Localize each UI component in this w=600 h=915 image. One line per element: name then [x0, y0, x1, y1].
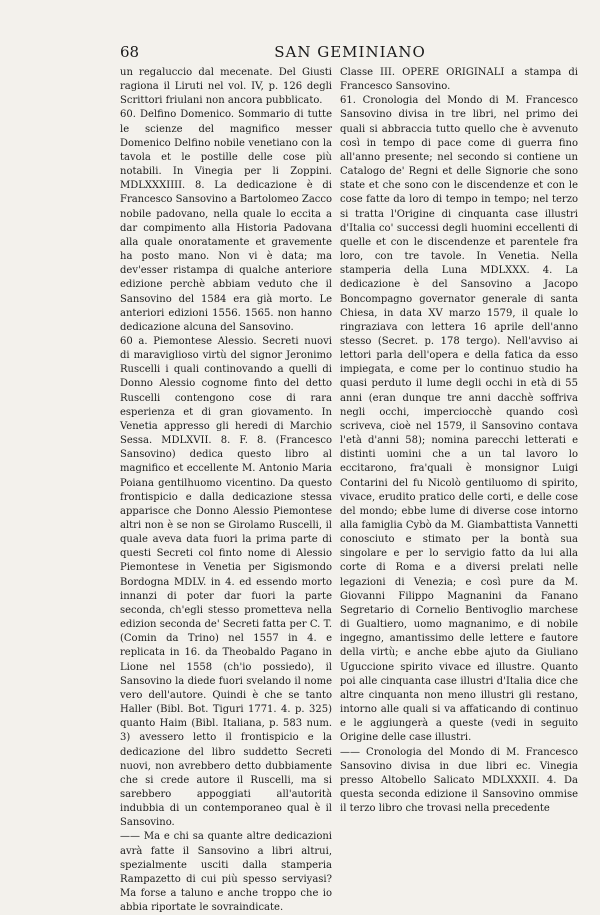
entry-60: 60. Delfino Domenico. Sommario di tutte le scienze del magnifico messer Domenico Delfino nobile venetiano con la tavola et le postille delle cose più notabili. In Vinegia per li Zoppini. MDLXXXIIII. 8. La dedicazione è di Francesco Sansovino a Bartolomeo Zacco nobile padovano, nella quale lo eccita a dar compimento alla Historia Padovana alla quale onoratamente et gravemente ha posto mano. Non vi è data; ma dev'esser ristampa di qualche anteriore edizione perchè abbiam veduto che il Sansovino del 1584 era già morto. Le anteriori edizioni 1556. 1565. non hanno dedicazione alcuna del Sansovino.: [120, 109, 332, 333]
class-heading: Classe III. OPERE ORIGINALI a stampa di Francesco Sansovino.: [340, 67, 578, 93]
right-column: [340, 66, 578, 816]
entry-note: —— Ma e chi sa quante altre dedicazioni avrà fatte il Sansovino a libri altrui, spezialmente usciti dalla stamperia Rampazetto di cui più spesso serviyasi? Ma forse a taluno e anche troppo che io abbia riportate le sovraindicate.: [120, 831, 332, 914]
entry-61-second-edition: —— Cronologia del Mondo di M. Francesco Sansovino divisa in due libri ec. Vinegia presso Altobello Salicato MDLXXXII. 4. Da questa seconda edizione il Sansovino ommise il terzo libro che trovasi nella precedente: [340, 746, 578, 815]
page-number: 68: [120, 43, 140, 61]
entry-continuation: un regaluccio dal mecenate. Del Giusti ragiona il Liruti nel vol. IV, p. 126 degli Scrittori friulani non ancora pubblicato.: [120, 67, 332, 107]
page-header: [120, 43, 580, 63]
left-column: [120, 66, 332, 915]
running-title: SAN GEMINIANO: [274, 43, 426, 61]
entry-61: 61. Cronologia del Mondo di M. Francesco Sansovino divisa in tre libri, nel primo dei quali si abbraccia tutto quello che è avvenuto così in tempo di pace come di guerra fino all'anno presente; nel secondo si contiene un Catalogo de' Regni et delle Signorie che sono state et che sono con le discendenze et con le cose fatte da loro di tempo in tempo; nel terzo si tratta l'Origine di cinquanta case illustri d'Italia co' successi degli huomini eccellenti di quelle et con le discendenze et parentele fra loro, con tre tavole. In Venetia. Nella stamperia della Luna MDLXXX. 4. La dedicazione è del Sansovino a Jacopo Boncompagno governator generale di santa Chiesa, in data XV marzo 1579, il quale lo ringraziava con lettera 16 aprile dell'anno stesso (Secret. p. 178 tergo). Nell'avviso ai lettori parla dell'opera e della fatica da esso impiegata, e come per lo continuo studio ha quasi perduto il lume degli occhi in età di 55 anni (eran dunque tre anni dacchè soffriva negli occhi, imperciocchè quando così scriveva, cioè nel 1579, il Sansovino contava l'età d'anni 58); nomina parecchi letterati e distinti uomini che a un tal lavoro lo eccitarono, fra'quali è monsignor Luigi Contarini del fu Nicolò gentiluomo di spirito, vivace, erudito pratico delle corti, e delle cose del mondo; ebbe lume di diverse cose intorno alla famiglia Cybò da M. Giambattista Vannetti conosciuto e stimato per la bontà sua singolare e per lo servigio fatto da lui alla corte di Roma e a diversi prelati nelle legazioni di Venezia; e così pure da M. Giovanni Filippo Magnanini da Fanano Segretario di Cornelio Bentivoglio marchese di Gualtiero, uomo magnanimo, e di nobile ingegno, amantissimo delle lettere e fautore della virtù; e anche ebbe ajuto da Giuliano Uguccione spirito vivace ed illustre. Quanto poi alle cinquanta case illustri d'Italia dice che altre cinquanta non meno illustri gli restano, intorno alle quali si va affaticando di continuo e le aggiungerà a queste (vedi in seguito Origine delle case illustri.: [340, 95, 578, 744]
entry-60a: 60 a. Piemontese Alessio. Secreti nuovi di maraviglioso virtù del signor Jeronimo Ruscelli i quali continovando a quelli di Donno Alessio cognome finto del detto Ruscelli contengono cose di rara esperienza et di gran giovamento. In Venetia appresso gli heredi di Marchio Sessa. MDLXVII. 8. F. 8. (Francesco Sansovino) dedica questo libro al magnifico et eccellente M. Antonio Maria Poiana gentilhuomo vicentino. Da questo frontispicio e dalla dedicazione stessa apparisce che Donno Alessio Piemontese altri non è se non se Girolamo Ruscelli, il quale aveva data fuori la prima parte di questi Secreti col finto nome di Alessio Piemontese in Venetia per Sigismondo Bordogna MDLV. in 4. ed essendo morto innanzi di poter dar fuori la parte seconda, ch'egli stesso prometteva nella edizion seconda de' Secreti fatta per C. T. (Comin da Trino) nel 1557 in 4. e replicata in 16. da Theobaldo Pagano in Lione nel 1558 (ch'io possiedo), il Sansovino la diede fuori svelando il nome vero dell'autore. Quindi è che se tanto Haller (Bibl. Bot. Tiguri 1771. 4. p. 325) quanto Haim (Bibl. Italiana, p. 583 num. 3) avessero letto il frontispicio e la dedicazione del libro suddetto Secreti nuovi, non avrebbero detto dubbiamente che si crede autore il Ruscelli, ma si sarebbero appoggiati all'autorità indubbia di un contemporaneo qual è il Sansovino.: [120, 335, 332, 829]
